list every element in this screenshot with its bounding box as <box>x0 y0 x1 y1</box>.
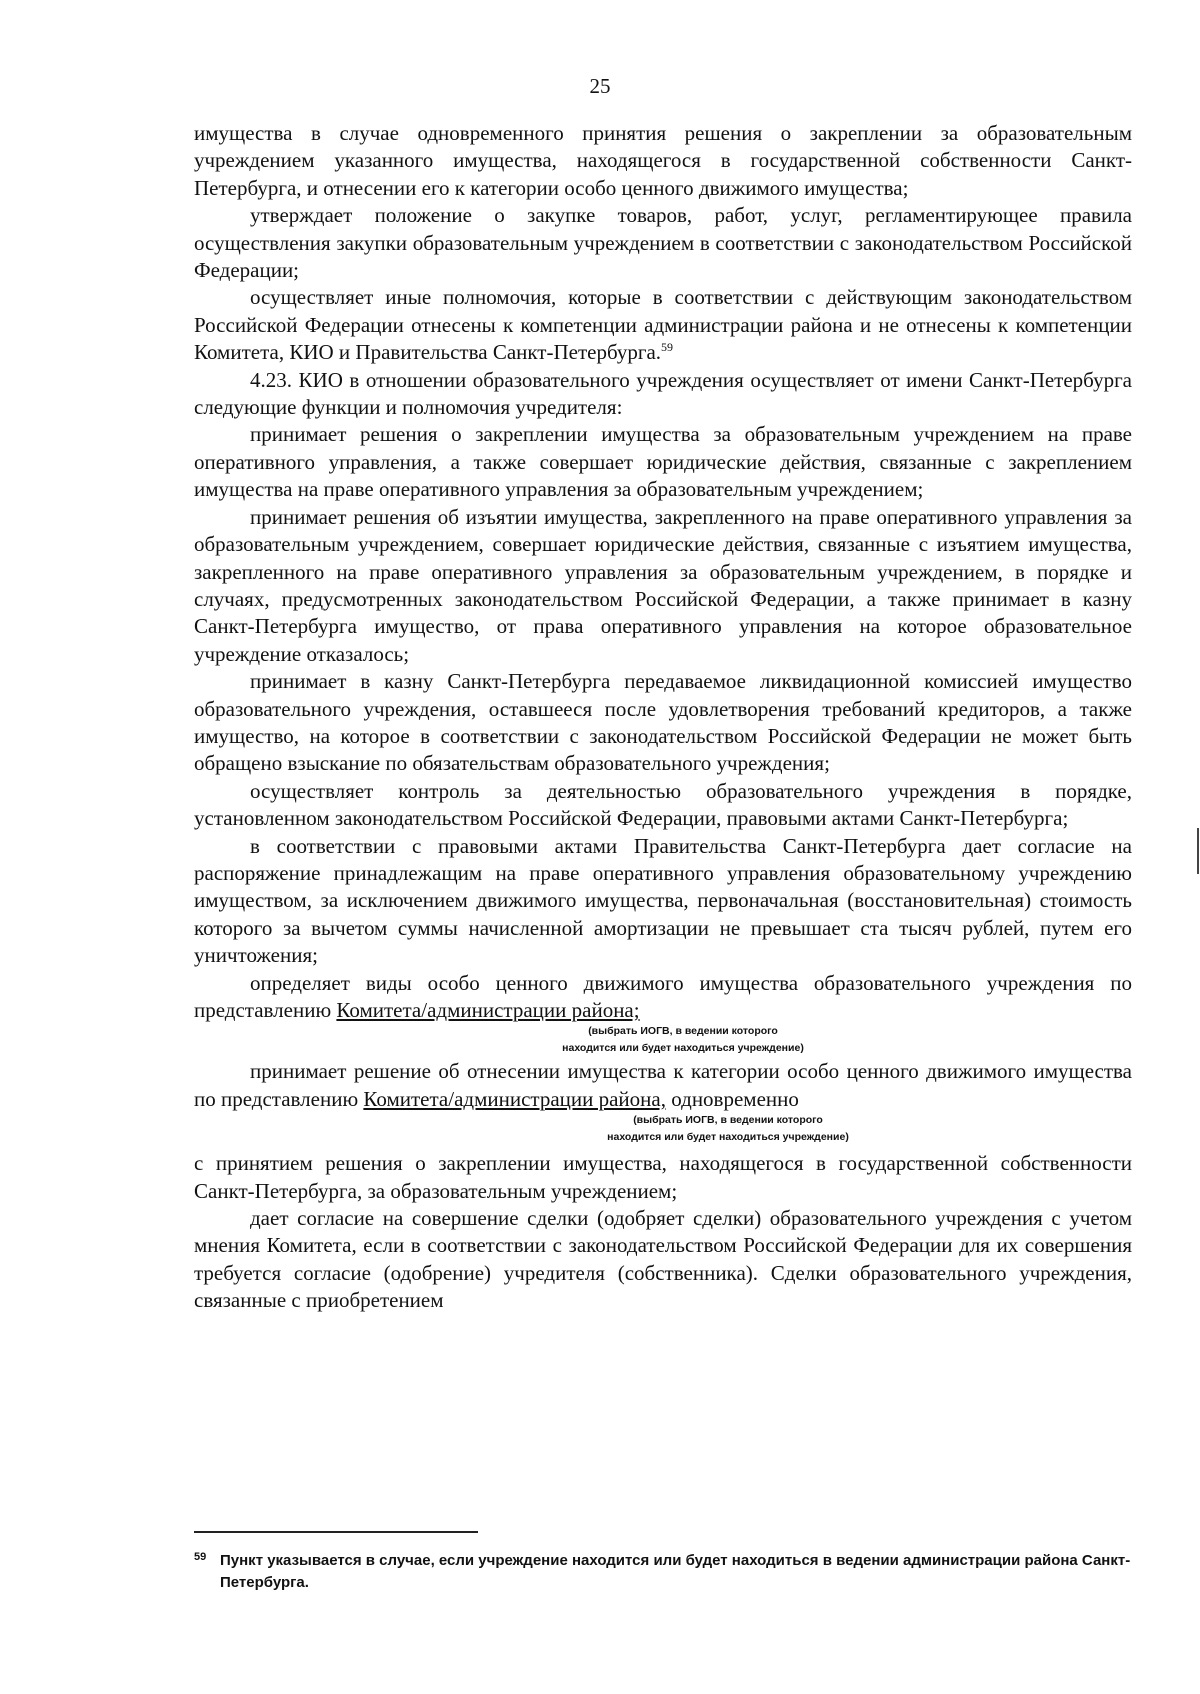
paragraph <box>194 970 1132 1025</box>
paragraph-text: осуществляет иные полномочия, которые в соответствии с действующим законодательством Российской Федерации отнесены к компетенции администрации района и не отнесены к компетенции Комитета, КИО и Правительства Санкт-Петербурга. <box>194 285 1132 365</box>
paragraph: осуществляет контроль за деятельностью образовательного учреждения в порядке, установленном законодательством Российской Федерации, правовыми актами Санкт-Петербурга; <box>194 778 1132 831</box>
paragraph <box>194 284 1132 366</box>
paragraph: принимает решения об изъятии имущества, закрепленного на праве оперативного управления за образовательным учреждением, совершает юридические действия, связанные с изъятием имущества, закрепленного на праве оперативного управления за образовательным учреждением, в порядке и случаях, предусмотренных законодательством Российской Федерации, а также принимает в казну Санкт-Петербурга имущество, от права оперативного управления на которое образовательное учреждение отказалось; <box>194 504 1132 666</box>
paragraph: принимает в казну Санкт-Петербурга передаваемое ликвидационной комиссией имущество образовательного учреждения, оставшееся после удовлетворения требований кредиторов, а также имущество, на которое в соответствии с законодательством Российской Федерации не может быть обращено взыскание по обязательствам образовательного учреждения; <box>194 669 1132 776</box>
field-hint: (выбрать ИОГВ, в ведении которого <box>633 1114 823 1127</box>
document-body <box>194 120 1132 1315</box>
field-hint: находится или будет находиться учреждение) <box>607 1131 849 1144</box>
footnote-text: Пункт указывается в случае, если учреждение находится или будет находиться в ведении администрации района Санкт-Петербурга. <box>220 1552 1131 1591</box>
underlined-organ-field: Комитета/администрации района, <box>363 1086 666 1111</box>
page-number: 25 <box>589 74 611 98</box>
paragraph-text: принимает решение об отнесении имущества к категории особо ценного движимого имущества по представлению <box>194 1059 1132 1111</box>
paragraph: с принятием решения о закреплении имущества, находящегося в государственной собственности Санкт-Петербурга, за образовательным учреждением; <box>194 1151 1132 1203</box>
field-hint: (выбрать ИОГВ, в ведении которого <box>588 1025 778 1038</box>
section-4-23: 4.23. КИО в отношении образовательного учреждения осуществляет от имени Санкт-Петербурга следующие функции и полномочия учредителя: <box>194 367 1132 420</box>
footnote-separator <box>194 1531 478 1533</box>
paragraph: имущества в случае одновременного принятия решения о закреплении за образовательным учреждением указанного имущества, находящегося в государственной собственности Санкт-Петербурга, и отнесении его к категории особо ценного движимого имущества; <box>194 121 1132 200</box>
field-hint: находится или будет находиться учреждение) <box>562 1042 804 1055</box>
paragraph-text: определяет виды особо ценного движимого имущества образовательного учреждения по представлению <box>194 970 1132 1022</box>
paragraph: принимает решения о закреплении имущества за образовательным учреждением на праве оперативного управления, а также совершает юридические действия, связанные с закреплением имущества на праве оперативного управления за образовательным учреждением; <box>194 422 1132 502</box>
paragraph: дает согласие на совершение сделки (одобряет сделки) образовательного учреждения с учетом мнения Комитета, если в соответствии с законодательством Российской Федерации для их совершения требуется согласие (одобрение) учредителя (собственника). Сделки образовательного учреждения, связанные с приобретением <box>194 1206 1132 1313</box>
footnote-reference: 59 <box>661 340 674 355</box>
paragraph: в соответствии с правовыми актами Правительства Санкт-Петербурга дает согласие на распоряжение принадлежащим на праве оперативного управления образовательному учреждению имуществом, за исключением движимого имущества, первоначальная (восстановительная) стоимость которого за вычетом суммы начисленной амортизации не превышает ста тысяч рублей, путем его уничтожения; <box>194 833 1132 968</box>
paragraph: утверждает положение о закупке товаров, работ, услуг, регламентирующее правила осуществления закупки образовательным учреждением в соответствии с законодательством Российской Федерации; <box>194 203 1132 283</box>
paragraph-text: одновременно <box>671 1086 799 1111</box>
scan-edge-mark <box>1197 828 1199 874</box>
underlined-organ-field: Комитета/администрации района; <box>336 998 640 1022</box>
footnote <box>194 1550 1132 1594</box>
paragraph <box>194 1058 1132 1113</box>
footnote-marker: 59 <box>194 1551 207 1563</box>
